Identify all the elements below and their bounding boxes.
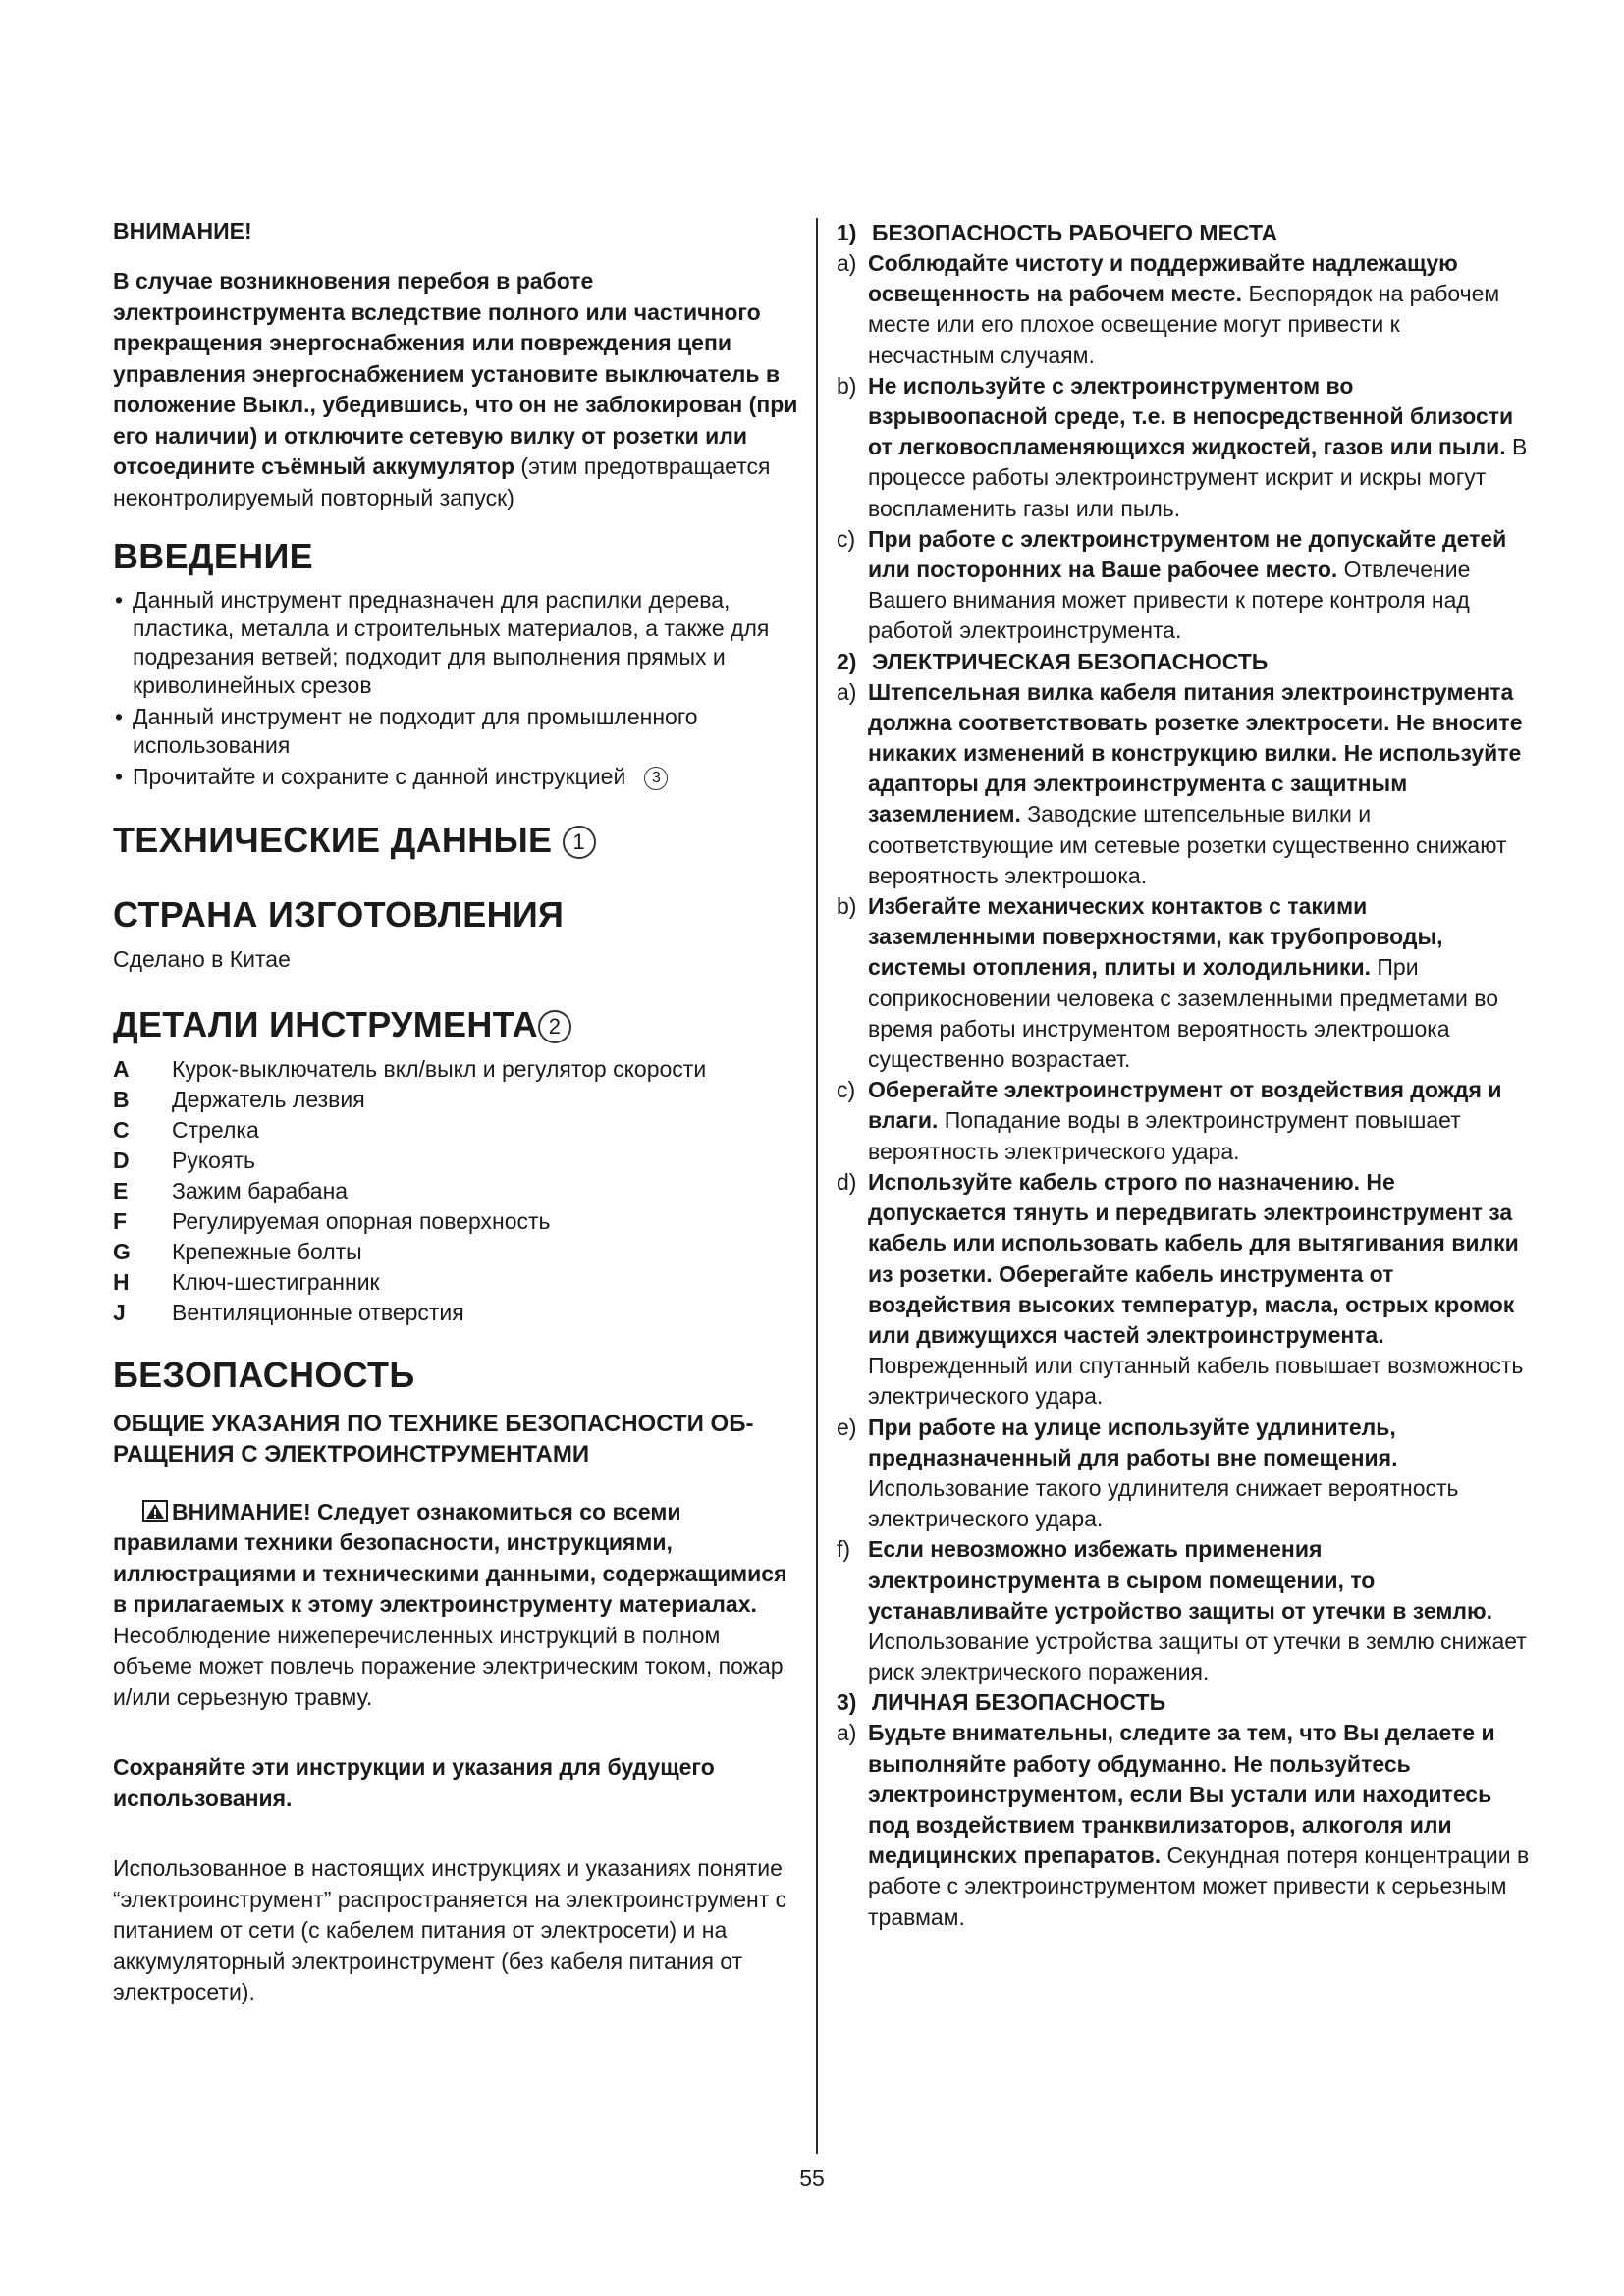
term-paragraph: Использованное в настоящих инструкциях и указаниях понятие “электроинструмент” распространяется на электроинструмент с питанием от сети (с кабелем питания от электросети) и на аккумуляторный электроинструмент (без кабеля питания от электросети). <box>113 1855 787 2004</box>
country-text: Сделано в Китае <box>113 946 291 972</box>
intro-bullets <box>113 586 800 791</box>
safety-subheading: ОБЩИЕ УКАЗАНИЯ ПО ТЕХНИКЕ БЕЗОПАСНОСТИ ОБ- РАЩЕНИЯ С ЭЛЕКТРОИНСТРУМЕНТАМИ <box>113 1410 754 1468</box>
safety-item: d) Используйте кабель строго по назначению. Не допускается тянуть и передвигать электроинструмент за кабель или использовать кабель для вытягивания вилки из розетки. Оберегайте кабель инструмента от воздействия высоких температур, масла, острых кромок или движущихся частей электроинструмента. Поврежденный или спутанный кабель повышает возможность электрического удара. <box>837 1168 1524 1410</box>
parts-item: D Рукоять <box>113 1147 255 1173</box>
keep-instructions: Сохраняйте эти инструкции и указания для будущего использования. <box>113 1754 715 1811</box>
left-column <box>113 218 800 2008</box>
safety-warning-bold: ВНИМАНИЕ! Следует ознакомиться со всеми правилами техники безопасности, инструкциями, иллюстрациями и техническими данными, содержащимися в прилагаемых к этому электроинструменту материалах. <box>113 1498 787 1617</box>
intro-bullet: • Прочитайте и сохраните с данной инструкцией 3 <box>113 763 800 791</box>
column-divider <box>816 218 818 2154</box>
warning-triangle-icon <box>142 1500 168 1522</box>
parts-item: A Курок-выключатель вкл/выкл и регулятор скорости <box>113 1055 707 1082</box>
warning-text-normal: (этим предотвращается неконтролируемый повторный запуск) <box>113 454 771 510</box>
section-heading: 2) ЭЛЕКТРИЧЕСКАЯ БЕЗОПАСНОСТЬ <box>837 648 1269 674</box>
safety-item: f) Если невозможно избежать применения электроинструмента в сыром помещении, то устанавливайте устройство защиты от утечки в землю. Использование устройства защиты от утечки в землю снижает риск электрического поражения. <box>837 1536 1527 1685</box>
right-column <box>837 218 1530 1933</box>
figure-ref-1: 1 <box>563 826 596 859</box>
country-heading: СТРАНА ИЗГОТОВЛЕНИЯ <box>113 894 565 934</box>
intro-bullet: • Данный инструмент не подходит для промышленного использования <box>113 703 800 760</box>
safety-warning-paragraph <box>113 1497 800 1714</box>
parts-item: E Зажим барабана <box>113 1177 349 1203</box>
safety-item: c) При работе с электроинструментом не допускайте детей или посторонних на Ваше рабочее место. Отвлечение Вашего внимания может привести к потере контроля над работой электроинструмента. <box>837 525 1507 644</box>
safety-item: a) Соблюдайте чистоту и поддерживайте надлежащую освещенность на рабочем месте. Беспорядок на рабочем месте или его плохое освещение могут привести к несчастным случаям. <box>837 250 1500 368</box>
safety-item: a) Будьте внимательны, следите за тем, что Вы делаете и выполняйте работу обдуманно. Не пользуйтесь электроинструментом, если Вы устали или находитесь под воздействием транквилизаторов, алкоголя или медицинских препаратов. Секундная потеря концентрации в работе с электроинструментом может привести к серьезным травмам. <box>837 1720 1530 1930</box>
section-heading: 1) БЕЗОПАСНОСТЬ РАБОЧЕГО МЕСТА <box>837 220 1278 245</box>
safety-heading: БЕЗОПАСНОСТЬ <box>113 1354 415 1395</box>
parts-item: B Держатель лезвия <box>113 1086 365 1112</box>
parts-item: G Крепежные болты <box>113 1238 362 1264</box>
parts-item: C Стрелка <box>113 1116 259 1143</box>
page-number: 55 <box>799 2165 825 2191</box>
intro-heading: ВВЕДЕНИЕ <box>113 536 313 576</box>
warning-text-bold: В случае возникновения перебоя в работе электроинструмента вследствие полного или частичного прекращения энергоснабжения или повреждения цепи управления энергоснабжением установите выключатель в положение Выкл., убедившись, что он не заблокирован (при его наличии) и отключите сетевую вилку от розетки или отсоедините съёмный аккумулятор <box>113 268 798 479</box>
safety-item: a) Штепсельная вилка кабеля питания электроинструмента должна соответствовать розетке электросети. Не вносите никаких изменений в конструкцию вилки. Не используйте адапторы для электроинструмента с защитным заземлением. Заводские штепсельные вилки и соответствующие им сетевые розетки существенно снижают вероятность электрошока. <box>837 678 1523 888</box>
parts-item: H Ключ-шестигранник <box>113 1268 380 1295</box>
safety-item: e) При работе на улице используйте удлинитель, предназначенный для работы вне помещения. Использование такого удлинителя снижает вероятность электрического удара. <box>837 1414 1459 1532</box>
parts-item: F Регулируемая опорная поверхность <box>113 1207 551 1234</box>
figure-ref-3: 3 <box>644 767 668 790</box>
safety-item: c) Оберегайте электроинструмент от воздействия дождя и влаги. Попадание воды в электроинструмент повышает вероятность электрического удара. <box>837 1077 1502 1164</box>
warning-title: ВНИМАНИЕ! <box>113 218 252 243</box>
section-heading: 3) ЛИЧНАЯ БЕЗОПАСНОСТЬ <box>837 1689 1166 1716</box>
warning-paragraph <box>113 266 800 513</box>
safety-item: b) Не используйте с электроинструментом во взрывоопасной среде, т.е. в непосредственной близости от легковоспламеняющихся жидкостей, газов или пыли. В процессе работы электроинструмент искрит и искры могут воспламенить газы или пыль. <box>837 372 1528 521</box>
parts-heading: ДЕТАЛИ ИНСТРУМЕНТА 2 <box>113 1005 800 1044</box>
figure-ref-2: 2 <box>538 1010 571 1043</box>
safety-warning-normal: Несоблюдение нижеперечисленных инструкций в полном объеме может повлечь поражение электрическим током, пожар и/или серьезную травму. <box>113 1622 784 1710</box>
tech-heading: ТЕХНИЧЕСКИЕ ДАННЫЕ 1 <box>113 821 800 860</box>
safety-item: b) Избегайте механических контактов с такими заземленными поверхностями, как трубопроводы, системы отопления, плиты и холодильники. При соприкосновении человека с заземленными предметами во время работы инструментом вероятность электрошока существенно возрастает. <box>837 893 1498 1073</box>
intro-bullet: • Данный инструмент предназначен для распилки дерева, пластика, металла и строительных материалов, а также для подрезания ветвей; подходит для выполнения прямых и криволинейных срезов <box>113 586 800 700</box>
parts-list <box>113 1054 800 1328</box>
parts-item: J Вентиляционные отверстия <box>113 1299 464 1325</box>
